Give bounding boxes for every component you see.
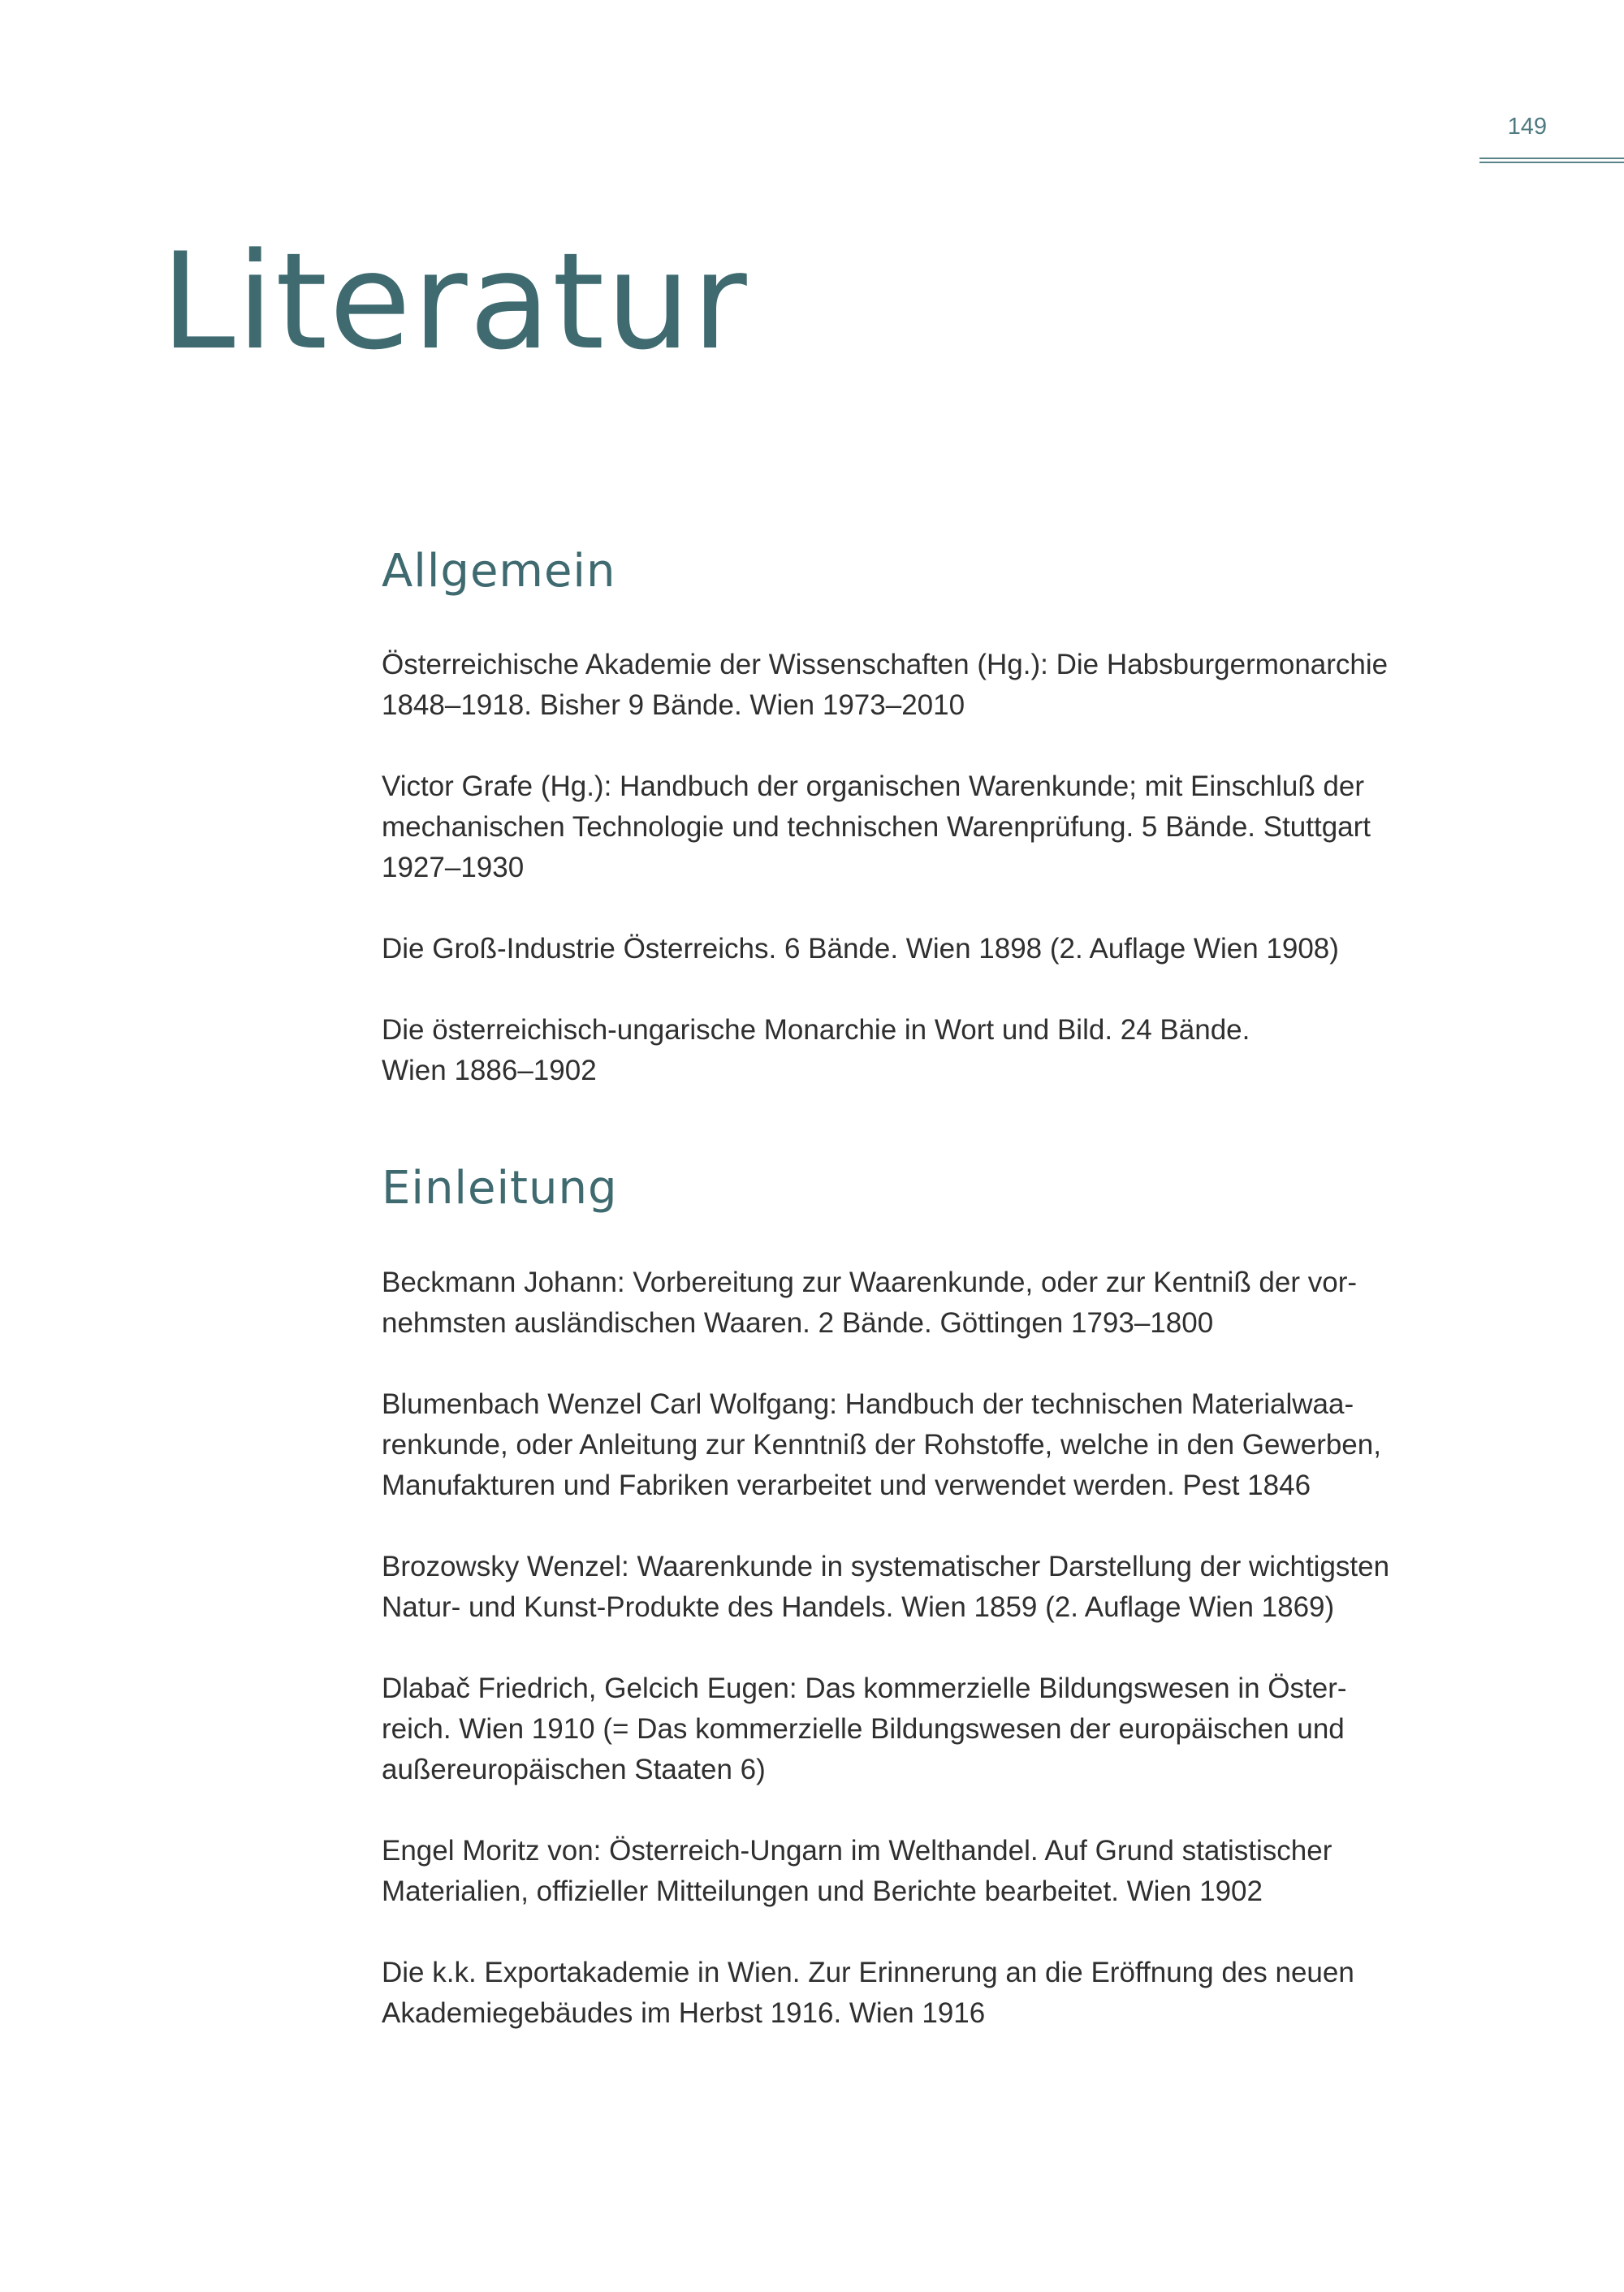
bibliography [382, 546, 1494, 2034]
bibliography-entry: Die Groß-Industrie Österreichs. 6 Bände. Wien 1898 (2. Auflage Wien 1908) [382, 933, 1339, 965]
bibliography-entry: Österreichische Akademie der Wissenschaften (Hg.): Die Habsburgermonarchie 1848–1918. Bisher 9 Bände. Wien 1973–2010 [382, 649, 1389, 722]
section-heading: Allgemein [382, 545, 616, 598]
section-einleitung [382, 1163, 1494, 2033]
bibliography-entry: Brozowsky Wenzel: Waarenkunde in systematischer Darstellung der wichtigsten Natur- und Kunst-Produkte des Handels. Wien 1859 (2. Auflage Wien 1869) [382, 1550, 1390, 1623]
bibliography-entry: Blumenbach Wenzel Carl Wolfgang: Handbuch der technischen Materialwaa- renkunde, oder Anleitung zur Kenntniß der Rohstoffe, welche in den Gewerben, Manufakturen und Fabriken verarbeitet und verwendet werden. Pest 1846 [382, 1388, 1381, 1501]
bibliography-entry: Die k.k. Exportakademie in Wien. Zur Erinnerung an die Eröffnung des neuen Akademiegebäudes im Herbst 1916. Wien 1916 [382, 1956, 1354, 2029]
bibliography-entry: Victor Grafe (Hg.): Handbuch der organischen Warenkunde; mit Einschluß der mechanischen Technologie und technischen Warenprüfung. 5 Bände. Stuttgart 1927–1930 [382, 770, 1371, 884]
bibliography-entry: Die österreichisch-ungarische Monarchie in Wort und Bild. 24 Bände. Wien 1886–1902 [382, 1014, 1250, 1087]
bibliography-entry: Engel Moritz von: Österreich-Ungarn im Welthandel. Auf Grund statistischer Materialien, offizieller Mitteilungen und Berichte bearbeitet. Wien 1902 [382, 1834, 1332, 1907]
section-heading: Einleitung [382, 1162, 618, 1215]
section-allgemein [382, 546, 1494, 1091]
bibliography-entry: Dlabač Friedrich, Gelcich Eugen: Das kommerzielle Bildungswesen in Öster- reich. Wien 1910 (= Das kommerzielle Bildungswesen der europäischen und außereuropäischen Staaten 6) [382, 1672, 1347, 1785]
page-number: 149 [1507, 114, 1547, 140]
header-rule [1479, 158, 1624, 163]
page-title: Literatur [161, 224, 749, 379]
bibliography-entry: Beckmann Johann: Vorbereitung zur Waarenkunde, oder zur Kentniß der vor- nehmsten ausländischen Waaren. 2 Bände. Göttingen 1793–1800 [382, 1266, 1358, 1339]
